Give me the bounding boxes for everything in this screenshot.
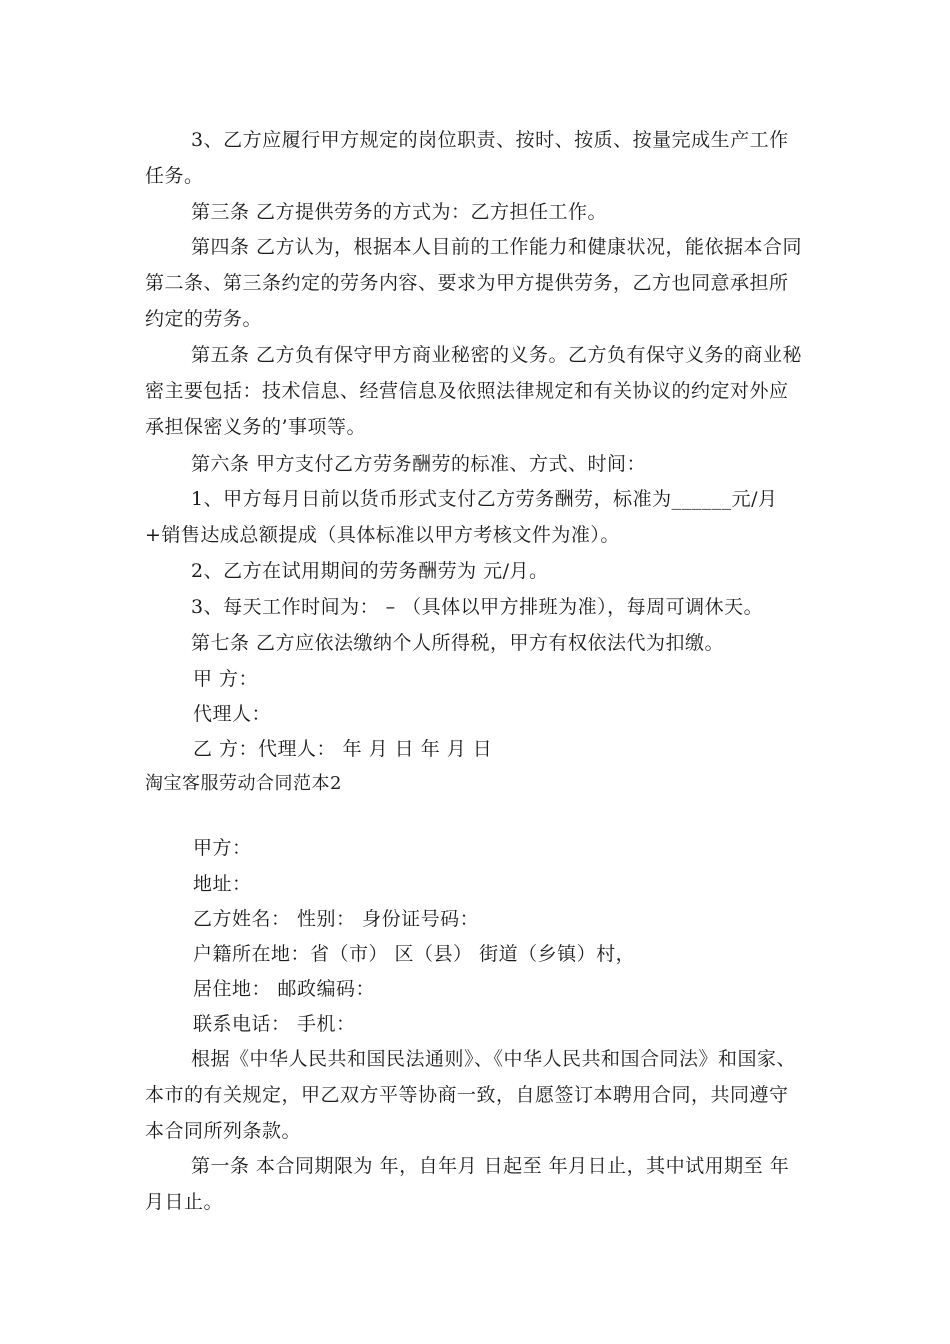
payment-item-3: 3、每天工作时间为： – （具体以甲方排班为准），每周可调休天。 (191, 596, 764, 618)
address-field: 地址： (193, 873, 252, 895)
party-b-signature-line: 乙 方：代理人： 年 月 日 年 月 日 (193, 738, 493, 760)
clause-3-paragraph: 3、乙方应履行甲方规定的岗位职责、按时、按质、按量完成生产工作任务。 (145, 129, 789, 187)
article-6-paragraph: 第六条 甲方支付乙方劳务酬劳的标准、方式、时间： (191, 453, 647, 475)
preamble-paragraph: 根据《中华人民共和国民法通则》、《中华人民共和国合同法》和国家、本市的有关规定，甲乙双方平等协商一致，自愿签订本聘用合同，共同遵守本合同所列条款。 (145, 1048, 797, 1142)
article-5-paragraph: 第五条 乙方负有保守甲方商业秘密的义务。乙方负有保守义务的商业秘密主要包括：技术信息、经营信息及依照法律规定和有关协议的约定对外应承担保密义务的’事项等。 (145, 344, 803, 438)
party-b-info-field: 乙方姓名： 性别： 身份证号码： (193, 908, 480, 930)
agent-signature-line: 代理人： (193, 703, 272, 725)
residence-field: 居住地： 邮政编码： (193, 978, 376, 1000)
party-a-field: 甲方： (193, 837, 252, 859)
payment-item-2: 2、乙方在试用期间的劳务酬劳为 元/月。 (191, 560, 549, 582)
party-a-signature-line: 甲 方： (193, 668, 259, 690)
article-1-paragraph: 第一条 本合同期限为 年，自年月 日起至 年月日止，其中试用期至 年月日止。 (145, 1155, 790, 1213)
payment-item-1: 1、甲方每月日前以货币形式支付乙方劳务酬劳，标准为______元/月+销售达成总额提成（具体标准以甲方考核文件为准）。 (145, 488, 778, 546)
article-7-paragraph: 第七条 乙方应依法缴纳个人所得税，甲方有权依法代为扣缴。 (191, 632, 725, 654)
contact-phone-field: 联系电话： 手机： (193, 1013, 356, 1035)
household-registration-field: 户籍所在地：省（市） 区（县） 街道（乡镇）村， (193, 943, 636, 965)
article-3-paragraph: 第三条 乙方提供劳务的方式为：乙方担任工作。 (191, 201, 608, 223)
section-title: 淘宝客服劳动合同范本2 (145, 773, 342, 794)
article-4-paragraph: 第四条 乙方认为，根据本人目前的工作能力和健康状况，能依据本合同第二条、第三条约定的劳务内容、要求为甲方提供劳务，乙方也同意承担所约定的劳务。 (145, 236, 803, 330)
